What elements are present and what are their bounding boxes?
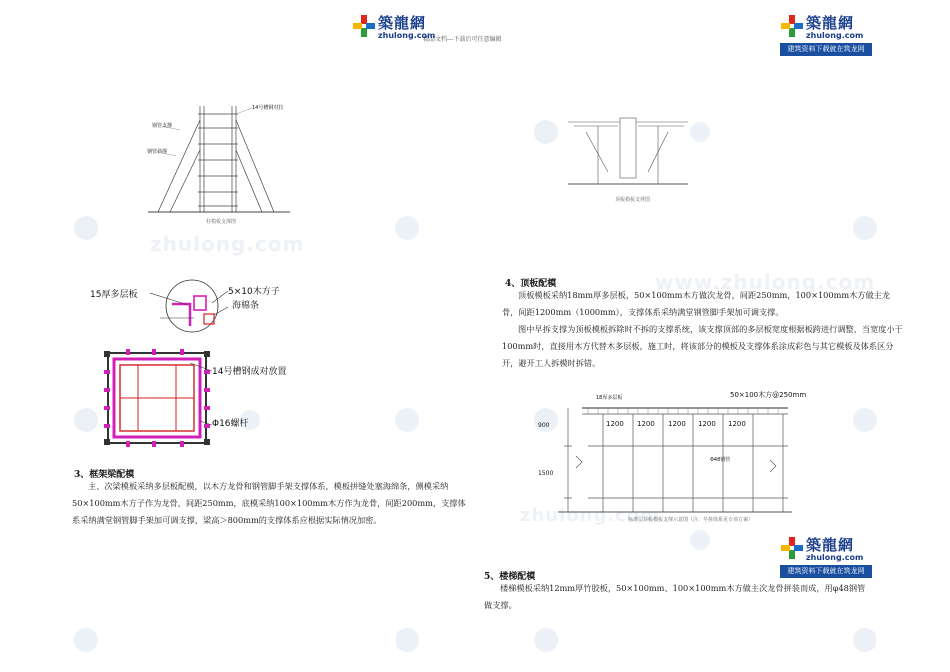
- section-heading: 3、框架梁配模: [74, 470, 135, 480]
- logo-name: 築龍網: [378, 14, 427, 32]
- spacing-label: 1200: [606, 420, 624, 428]
- section-body: 楼梯模板采纳12mm厚竹胶板，50×100mm、100×100mm木方做主次龙骨拼装而成，用φ48钢管做支撑。: [484, 583, 866, 610]
- header-note: 精品文档---下载后可任意编辑: [423, 36, 502, 43]
- watermark-text: www.zhulong.com: [655, 270, 876, 294]
- figure-label: 钢管斜撑: [147, 149, 168, 155]
- section-body: 顶板模板采纳18mm厚多层板，50×100mm木方做次龙骨，间距250mm，100×100mm木方做主龙骨，间距1200mm（1000mm），支撑体系采纳满堂钢管脚手架加可调支撑。: [502, 290, 891, 317]
- logo-banner: 建筑资料下载就在筑龙网: [780, 43, 872, 56]
- figure-caption: 柱模板支撑图: [206, 219, 237, 225]
- figure-label: 14号槽钢成对放置: [212, 367, 287, 377]
- zhulong-logo: [780, 12, 872, 64]
- figure-label: Φ48钢管: [710, 457, 731, 463]
- zhulong-logo: [352, 12, 444, 64]
- logo-flake-icon: [780, 14, 804, 38]
- logo-domain: zhulong.com: [806, 553, 864, 562]
- section-heading: 4、顶板配模: [505, 279, 557, 289]
- figure-label: 5×10木方子: [228, 287, 280, 297]
- figure-label: 钢管支撑: [152, 123, 173, 129]
- slab-top-diagram: [568, 112, 688, 192]
- figure-caption: 标准层顶板模板支撑示意图（注：早拆体系见专项方案）: [628, 517, 754, 523]
- spacing-label: 1200: [668, 420, 686, 428]
- logo-name: 築龍網: [806, 536, 855, 554]
- figure-label: 18厚多层板: [596, 395, 623, 401]
- section-body: 主、次梁模板采纳多层板配模，以木方龙骨和钢管脚手架支撑体系，模板拼缝处塞海绵条，侧模采纳50×100mm木方子作为龙骨，间距250mm，底模采纳100×100mm木方作为龙骨，间距200mm，支撑体系采纳满堂钢管脚手架加可调支撑，梁高＞800mm的支撑体系应根据实际情况加密。: [72, 481, 466, 525]
- figure-label: 海棉条: [232, 301, 260, 311]
- figure-caption: 顶板模板支撑图: [615, 197, 651, 203]
- figure-label: 14号槽钢对拉: [252, 105, 284, 111]
- spacing-label: 1200: [698, 420, 716, 428]
- section-heading: 5、楼梯配模: [484, 572, 536, 582]
- logo-flake-icon: [780, 536, 804, 560]
- zhulong-logo: [780, 534, 872, 586]
- logo-name: 築龍網: [806, 14, 855, 32]
- section-body: 图中早拆支撑为顶板模板拆除时不拆的支撑系统，该支撑顶部的多层板宽度根据板跨进行调整，当宽度小于100mm时，直接用木方代替木多层板，施工时，将该部分的模板及支撑体系涂成彩色与其它模板及体系区分开，避开工人拆模时拆错。: [502, 324, 903, 368]
- column-support-diagram: [140, 100, 300, 230]
- figure-label: 50×100木方@250mm: [730, 391, 807, 399]
- spacing-label: 1200: [637, 420, 655, 428]
- watermark-text: zhulong.com: [520, 505, 660, 526]
- dim-label: 1500: [538, 470, 554, 477]
- logo-domain: zhulong.com: [378, 31, 436, 40]
- logo-domain: zhulong.com: [806, 31, 864, 40]
- logo-banner: 建筑资料下载就在筑龙网: [780, 565, 872, 578]
- figure-label: Φ16螺杆: [212, 419, 249, 429]
- dim-label: 900: [538, 422, 550, 429]
- figure-label: 15厚多层板: [90, 290, 138, 300]
- logo-flake-icon: [352, 14, 376, 38]
- watermark-text: zhulong.com: [150, 232, 305, 256]
- spacing-label: 1200: [728, 420, 746, 428]
